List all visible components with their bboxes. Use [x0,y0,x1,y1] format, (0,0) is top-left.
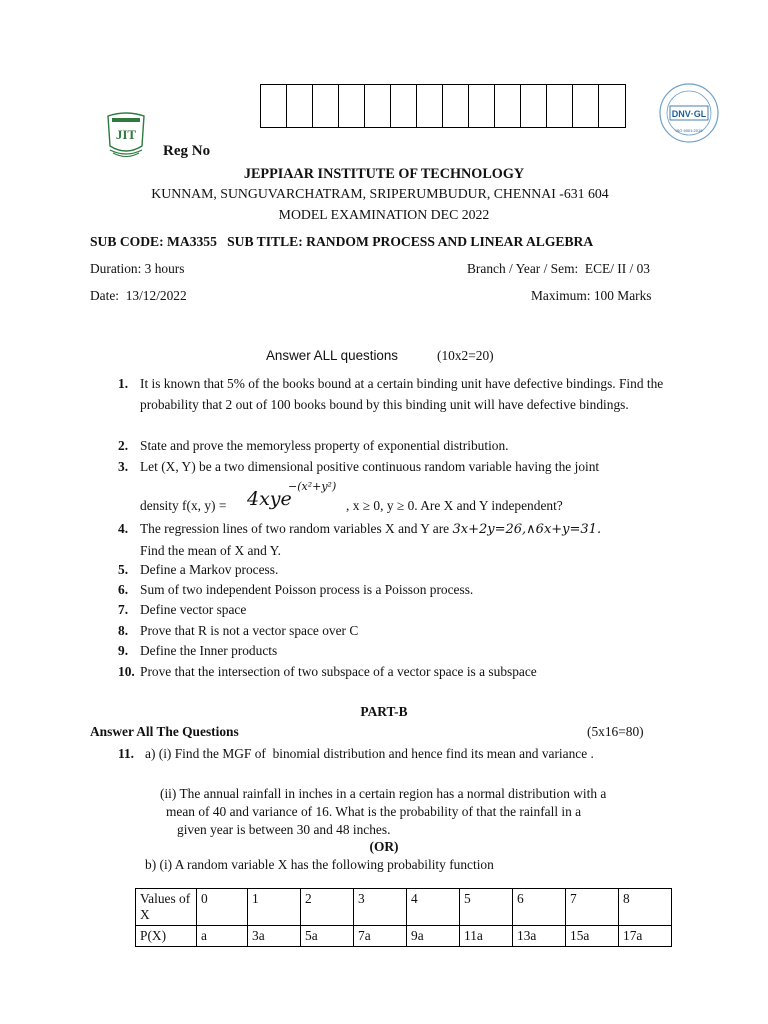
part-a-marks: (10x2=20) [437,348,494,363]
table-cell: 3 [354,889,407,926]
table-cell: 7a [354,926,407,947]
exam-date: Date: 13/12/2022 [90,288,187,303]
table-cell: 3a [248,926,301,947]
question-4: 4. The regression lines of two random variables X and Y are 3x+2y=26,∧6x+y=31. Find the mean of X and Y. [118,521,602,558]
table-cell: 7 [566,889,619,926]
institute-name: JEPPIAAR INSTITUTE OF TECHNOLOGY [243,166,525,182]
table-row [136,926,672,947]
question-11-a-i: a) (i) Find the MGF of binomial distribution and hence find its mean and variance . [145,746,594,761]
institute-address: KUNNAM, SUNGUVARCHATRAM, SRIPERUMBUDUR, CHENNAI -631 604 [151,186,609,201]
or-separator: (OR) [369,839,399,854]
question-2: 2. State and prove the memoryless property of exponential distribution. [118,438,509,453]
question-6: 6. Sum of two independent Poisson process is a Poisson process. [118,582,474,597]
dnv-iso-text: ISO 9001:2015 [675,128,703,133]
table-row [136,889,672,926]
table-cell: P(X) [136,926,197,947]
table-cell: 1 [248,889,301,926]
reg-no-boxes[interactable] [260,84,626,128]
probability-table [135,888,672,947]
regression-formula: 3x+2y=26,∧6x+y=31. [452,522,602,537]
question-11-a-ii-line2: mean of 40 and variance of 16. What is the probability of that the rainfall in a [166,804,582,819]
reg-no-label: Reg No [163,143,211,159]
table-cell: 13a [513,926,566,947]
question-11-a-ii-line3: given year is between 30 and 48 inches. [177,822,391,837]
table-cell: Values of X [136,889,197,926]
table-cell: 8 [619,889,672,926]
question-5: 5. Define a Markov process. [118,562,279,577]
table-cell: 11a [460,926,513,947]
logo-text: JIT [115,127,137,142]
question-11-a-ii-line1: (ii) The annual rainfall in inches in a certain region has a normal distribution with a [160,786,607,801]
table-cell: 9a [407,926,460,947]
table-cell: 17a [619,926,672,947]
subject-line: SUB CODE: MA3355 SUB TITLE: RANDOM PROCESS AND LINEAR ALGEBRA [90,234,594,249]
question-10: 10. Prove that the intersection of two subspace of a vector space is a subspace [118,664,537,679]
part-b-title: PART-B [360,704,408,719]
table-cell: 6 [513,889,566,926]
table-cell: 5 [460,889,513,926]
branch-year-sem: Branch / Year / Sem: ECE/ II / 03 [467,261,650,276]
table-cell: 15a [566,926,619,947]
part-a-instruction: Answer ALL questions [266,348,399,363]
dnv-logo-text: DNV·GL [671,109,707,119]
question-1: 1. It is known that 5% of the books bound at a certain binding unit have defective bindings. Find the probability that 2 out of 100 books bound by this binding unit will have defective bindings. [118,376,664,412]
part-b-marks: (5x16=80) [587,724,644,739]
question-11-b-i: b) (i) A random variable X has the following probability function [145,857,494,872]
part-b-instruction: Answer All The Questions [90,724,239,739]
question-8: 8. Prove that R is not a vector space over C [118,623,359,638]
table-cell: 2 [301,889,354,926]
question-11-number: 11. [118,746,134,761]
institute-logo [104,112,148,158]
question-7: 7. Define vector space [118,602,247,617]
table-cell: 5a [301,926,354,947]
exam-title: MODEL EXAMINATION DEC 2022 [278,207,490,222]
joint-density-exponent: −(x²+y²) [288,480,337,493]
table-cell: 0 [197,889,248,926]
question-3: 3. Let (X, Y) be a two dimensional positive continuous random variable having the joint [118,459,600,474]
table-cell: 4 [407,889,460,926]
question-3-line2: density f(x, y) = 4xye −(x²+y²) , x ≥ 0, y ≥ 0. Are X and Y independent? [140,480,563,513]
certification-logo [654,82,724,144]
question-9: 9. Define the Inner products [118,643,278,658]
joint-density-formula: 4xye [247,488,292,510]
duration: Duration: 3 hours [90,261,185,276]
maximum-marks: Maximum: 100 Marks [531,288,652,303]
table-cell: a [197,926,248,947]
